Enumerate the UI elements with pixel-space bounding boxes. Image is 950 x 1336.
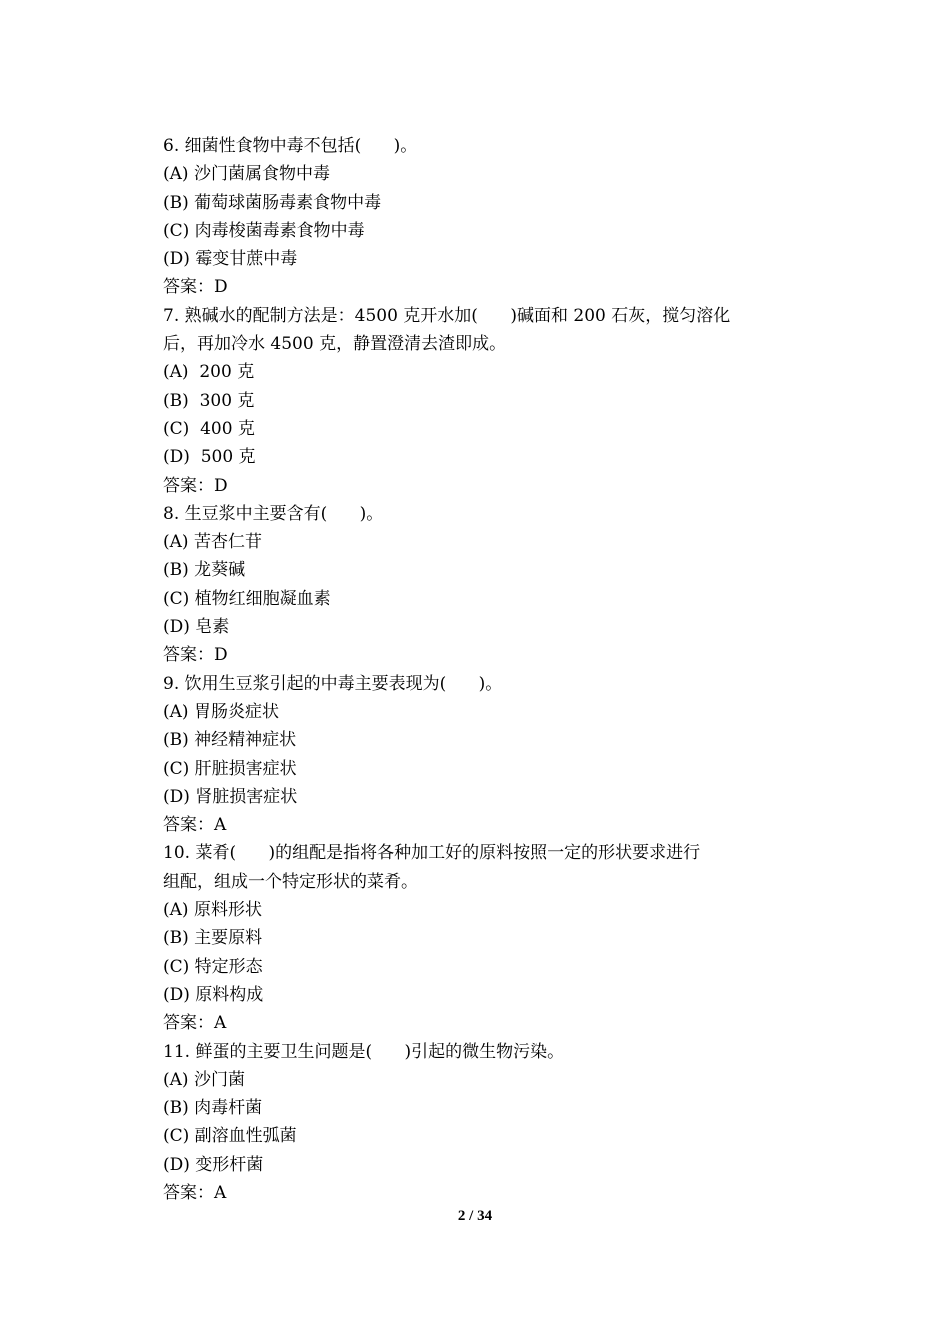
option-b: (B) 主要原料 (163, 928, 263, 949)
question-11 (163, 1038, 803, 1208)
question-7 (163, 302, 803, 500)
question-stem: 8. 生豆浆中主要含有( )。 (163, 503, 384, 524)
option-d: (D) 皂素 (163, 617, 230, 638)
option-c: (C) 植物红细胞凝血素 (163, 588, 331, 609)
option-b: (B) 龙葵碱 (163, 560, 246, 581)
document-body (163, 132, 803, 1207)
option-c: (C) 副溶血性弧菌 (163, 1126, 297, 1147)
option-c: (C) 特定形态 (163, 956, 263, 977)
option-d: (D) 肾脏损害症状 (163, 786, 298, 807)
answer: 答案：D (163, 475, 228, 496)
answer: 答案：A (163, 1182, 227, 1203)
option-b: (B) 肉毒杆菌 (163, 1098, 263, 1119)
question-stem: 10. 菜肴( )的组配是指将各种加工好的原料按照一定的形状要求进行 (163, 843, 701, 864)
option-a: (A) 苦杏仁苷 (163, 532, 262, 553)
option-d: (D) 霉变甘蔗中毒 (163, 249, 298, 270)
answer: 答案：A (163, 815, 227, 836)
option-a: (A) 沙门菌 (163, 1069, 245, 1090)
option-d: (D) 原料构成 (163, 984, 264, 1005)
option-c: (C) 肝脏损害症状 (163, 758, 297, 779)
question-stem: 6. 细菌性食物中毒不包括( )。 (163, 136, 418, 156)
question-6 (163, 132, 803, 302)
option-b: (B) 葡萄球菌肠毒素食物中毒 (163, 192, 382, 213)
answer: 答案：D (163, 645, 228, 666)
page-number: 2 / 34 (457, 1208, 493, 1224)
question-stem: 7. 熟碱水的配制方法是：4500 克开水加( )碱面和 200 石灰，搅匀溶化 (163, 305, 731, 326)
question-stem-continued: 后，再加冷水 4500 克，静置澄清去渣即成。 (163, 334, 507, 355)
option-a: (A) 沙门菌属食物中毒 (163, 164, 330, 185)
option-a: (A) 200 克 (163, 362, 255, 383)
option-d: (D) 500 克 (163, 447, 256, 468)
option-c: (C) 肉毒梭菌毒素食物中毒 (163, 220, 365, 241)
question-10 (163, 839, 803, 1037)
question-stem: 11. 鲜蛋的主要卫生问题是( )引起的微生物污染。 (163, 1041, 565, 1062)
question-9 (163, 670, 803, 840)
option-c: (C) 400 克 (163, 418, 255, 439)
option-d: (D) 变形杆菌 (163, 1154, 264, 1175)
option-b: (B) 300 克 (163, 390, 255, 411)
option-b: (B) 神经精神症状 (163, 730, 297, 751)
question-stem: 9. 饮用生豆浆引起的中毒主要表现为( )。 (163, 673, 503, 694)
question-8 (163, 500, 803, 670)
option-a: (A) 原料形状 (163, 900, 262, 921)
answer: 答案：D (163, 277, 228, 298)
question-stem-continued: 组配，组成一个特定形状的菜肴。 (163, 871, 418, 892)
answer: 答案：A (163, 1013, 227, 1034)
option-a: (A) 胃肠炎症状 (163, 701, 279, 722)
